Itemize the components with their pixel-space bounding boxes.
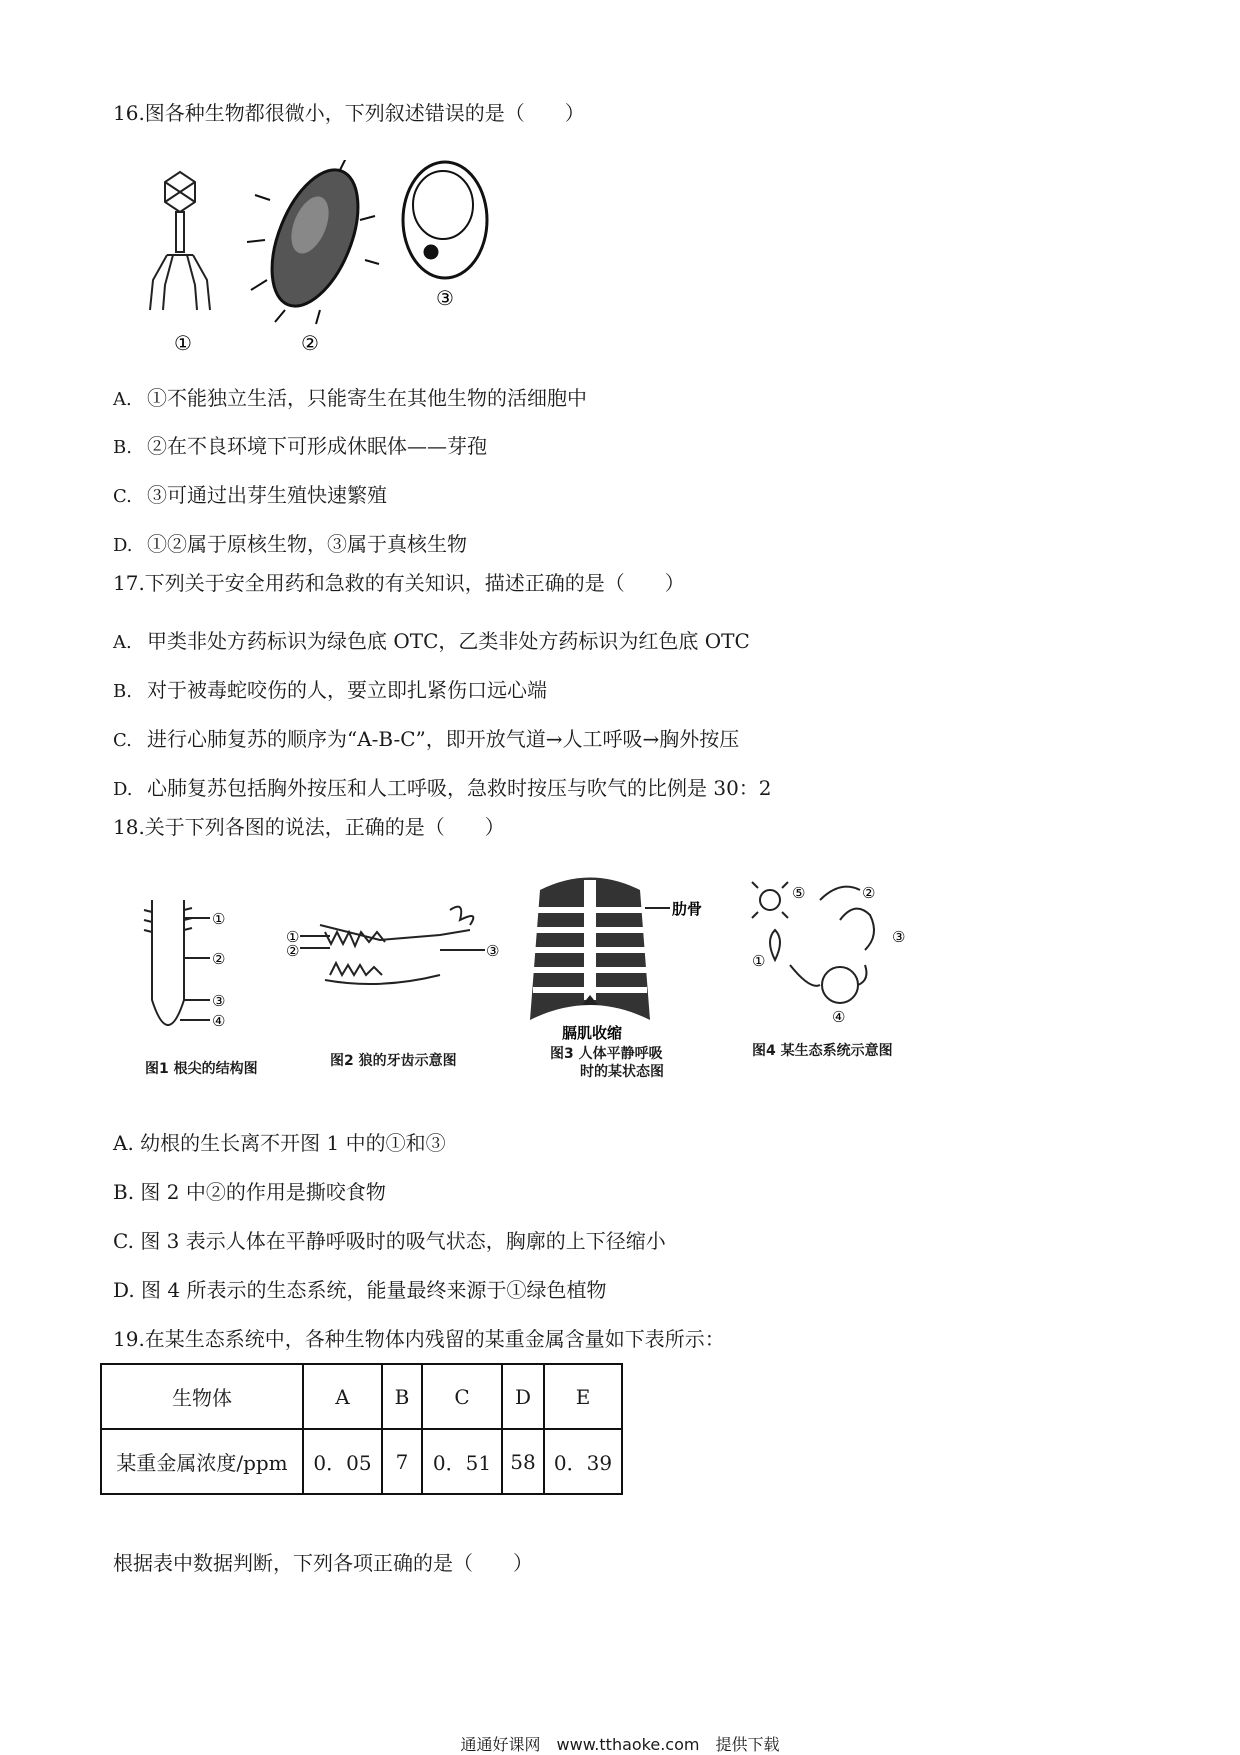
fig3-caption-line1: 图3 人体平静呼吸: [550, 1046, 663, 1062]
fig2-caption: 图2 狼的牙齿示意图: [330, 1053, 457, 1069]
ecosystem-drawing: [752, 882, 874, 1003]
svg-text:③: ③: [486, 942, 500, 960]
svg-text:④: ④: [212, 1012, 226, 1030]
q16-figure: [145, 160, 515, 360]
table-cell: 7: [382, 1429, 422, 1494]
bacterium-drawing: [247, 160, 379, 324]
svg-text:③: ③: [892, 928, 906, 946]
table-cell: 0．51: [422, 1429, 502, 1494]
q18-stem: 18.关于下列各图的说法，正确的是（ ）: [113, 815, 505, 839]
svg-text:②: ②: [862, 884, 876, 902]
table-cell: B: [382, 1364, 422, 1429]
q16-option-a: A. ①不能独立生活，只能寄生在其他生物的活细胞中: [113, 386, 587, 410]
page-footer: 通通好课网 www.tthaoke.com 提供下载: [460, 1735, 780, 1754]
bacteriophage-drawing: [150, 172, 210, 310]
svg-text:①: ①: [286, 928, 300, 946]
q19-follow-up: 根据表中数据判断，下列各项正确的是（ ）: [113, 1551, 533, 1575]
q19-stem: 19.在某生态系统中，各种生物体内残留的某重金属含量如下表所示：: [113, 1327, 725, 1351]
q17-stem: 17.下列关于安全用药和急救的有关知识，描述正确的是（ ）: [113, 571, 685, 595]
heavy-metal-table: [100, 1363, 623, 1495]
table-cell: A: [303, 1364, 382, 1429]
svg-text:②: ②: [286, 942, 300, 960]
svg-text:③: ③: [212, 992, 226, 1010]
q18-option-c: C. 图 3 表示人体在平静呼吸时的吸气状态，胸廓的上下径缩小: [113, 1229, 666, 1253]
root-tip-drawing: [144, 900, 210, 1025]
q16-option-d: D. ①②属于原核生物，③属于真核生物: [113, 532, 467, 556]
q16-stem: 16.图各种生物都很微小，下列叙述错误的是（ ）: [113, 101, 585, 125]
table-cell: 0．39: [544, 1429, 622, 1494]
table-cell: 58: [502, 1429, 544, 1494]
svg-text:①: ①: [212, 910, 226, 928]
q16-option-c: C. ③可通过出芽生殖快速繁殖: [113, 483, 387, 507]
wolf-teeth-drawing: [300, 907, 485, 984]
table-cell: C: [422, 1364, 502, 1429]
table-cell: E: [544, 1364, 622, 1429]
table-cell: 某重金属浓度/ppm: [101, 1429, 303, 1494]
q18-option-d: D. 图 4 所表示的生态系统，能量最终来源于①绿色植物: [113, 1278, 607, 1302]
q17-option-b: B. 对于被毒蛇咬伤的人，要立即扎紧伤口远心端: [113, 678, 547, 702]
fig16-label-2: ②: [301, 331, 319, 355]
yeast-cell-drawing: [403, 162, 487, 278]
fig4-caption: 图4 某生态系统示意图: [752, 1043, 893, 1059]
q18-option-b: B. 图 2 中②的作用是撕咬食物: [113, 1180, 386, 1204]
svg-text:④: ④: [832, 1008, 846, 1026]
svg-text:②: ②: [212, 950, 226, 968]
table-header-row: [101, 1364, 622, 1429]
fig16-label-1: ①: [174, 331, 192, 355]
table-cell: 生物体: [101, 1364, 303, 1429]
svg-text:⑤: ⑤: [792, 884, 806, 902]
q18-option-a: A. 幼根的生长离不开图 1 中的①和③: [113, 1131, 446, 1155]
svg-text:肋骨: 肋骨: [672, 900, 703, 918]
thorax-drawing: [530, 878, 670, 1021]
q17-option-d: D. 心肺复苏包括胸外按压和人工呼吸，急救时按压与吹气的比例是 30：2: [113, 776, 772, 800]
fig16-label-3: ③: [436, 286, 454, 310]
fig1-caption: 图1 根尖的结构图: [145, 1061, 258, 1077]
fig3-caption-line2: 时的某状态图: [580, 1064, 664, 1080]
table-cell: D: [502, 1364, 544, 1429]
table-cell: 0．05: [303, 1429, 382, 1494]
svg-text:①: ①: [752, 952, 766, 970]
table-row: [101, 1429, 622, 1494]
q16-option-b: B. ②在不良环境下可形成休眠体——芽孢: [113, 434, 487, 458]
q17-option-a: A. 甲类非处方药标识为绿色底 OTC，乙类非处方药标识为红色底 OTC: [113, 629, 750, 653]
q17-option-c: C. 进行心肺复苏的顺序为“A-B-C”，即开放气道→人工呼吸→胸外按压: [113, 727, 740, 751]
svg-text:膈肌收缩: 膈肌收缩: [562, 1024, 623, 1042]
